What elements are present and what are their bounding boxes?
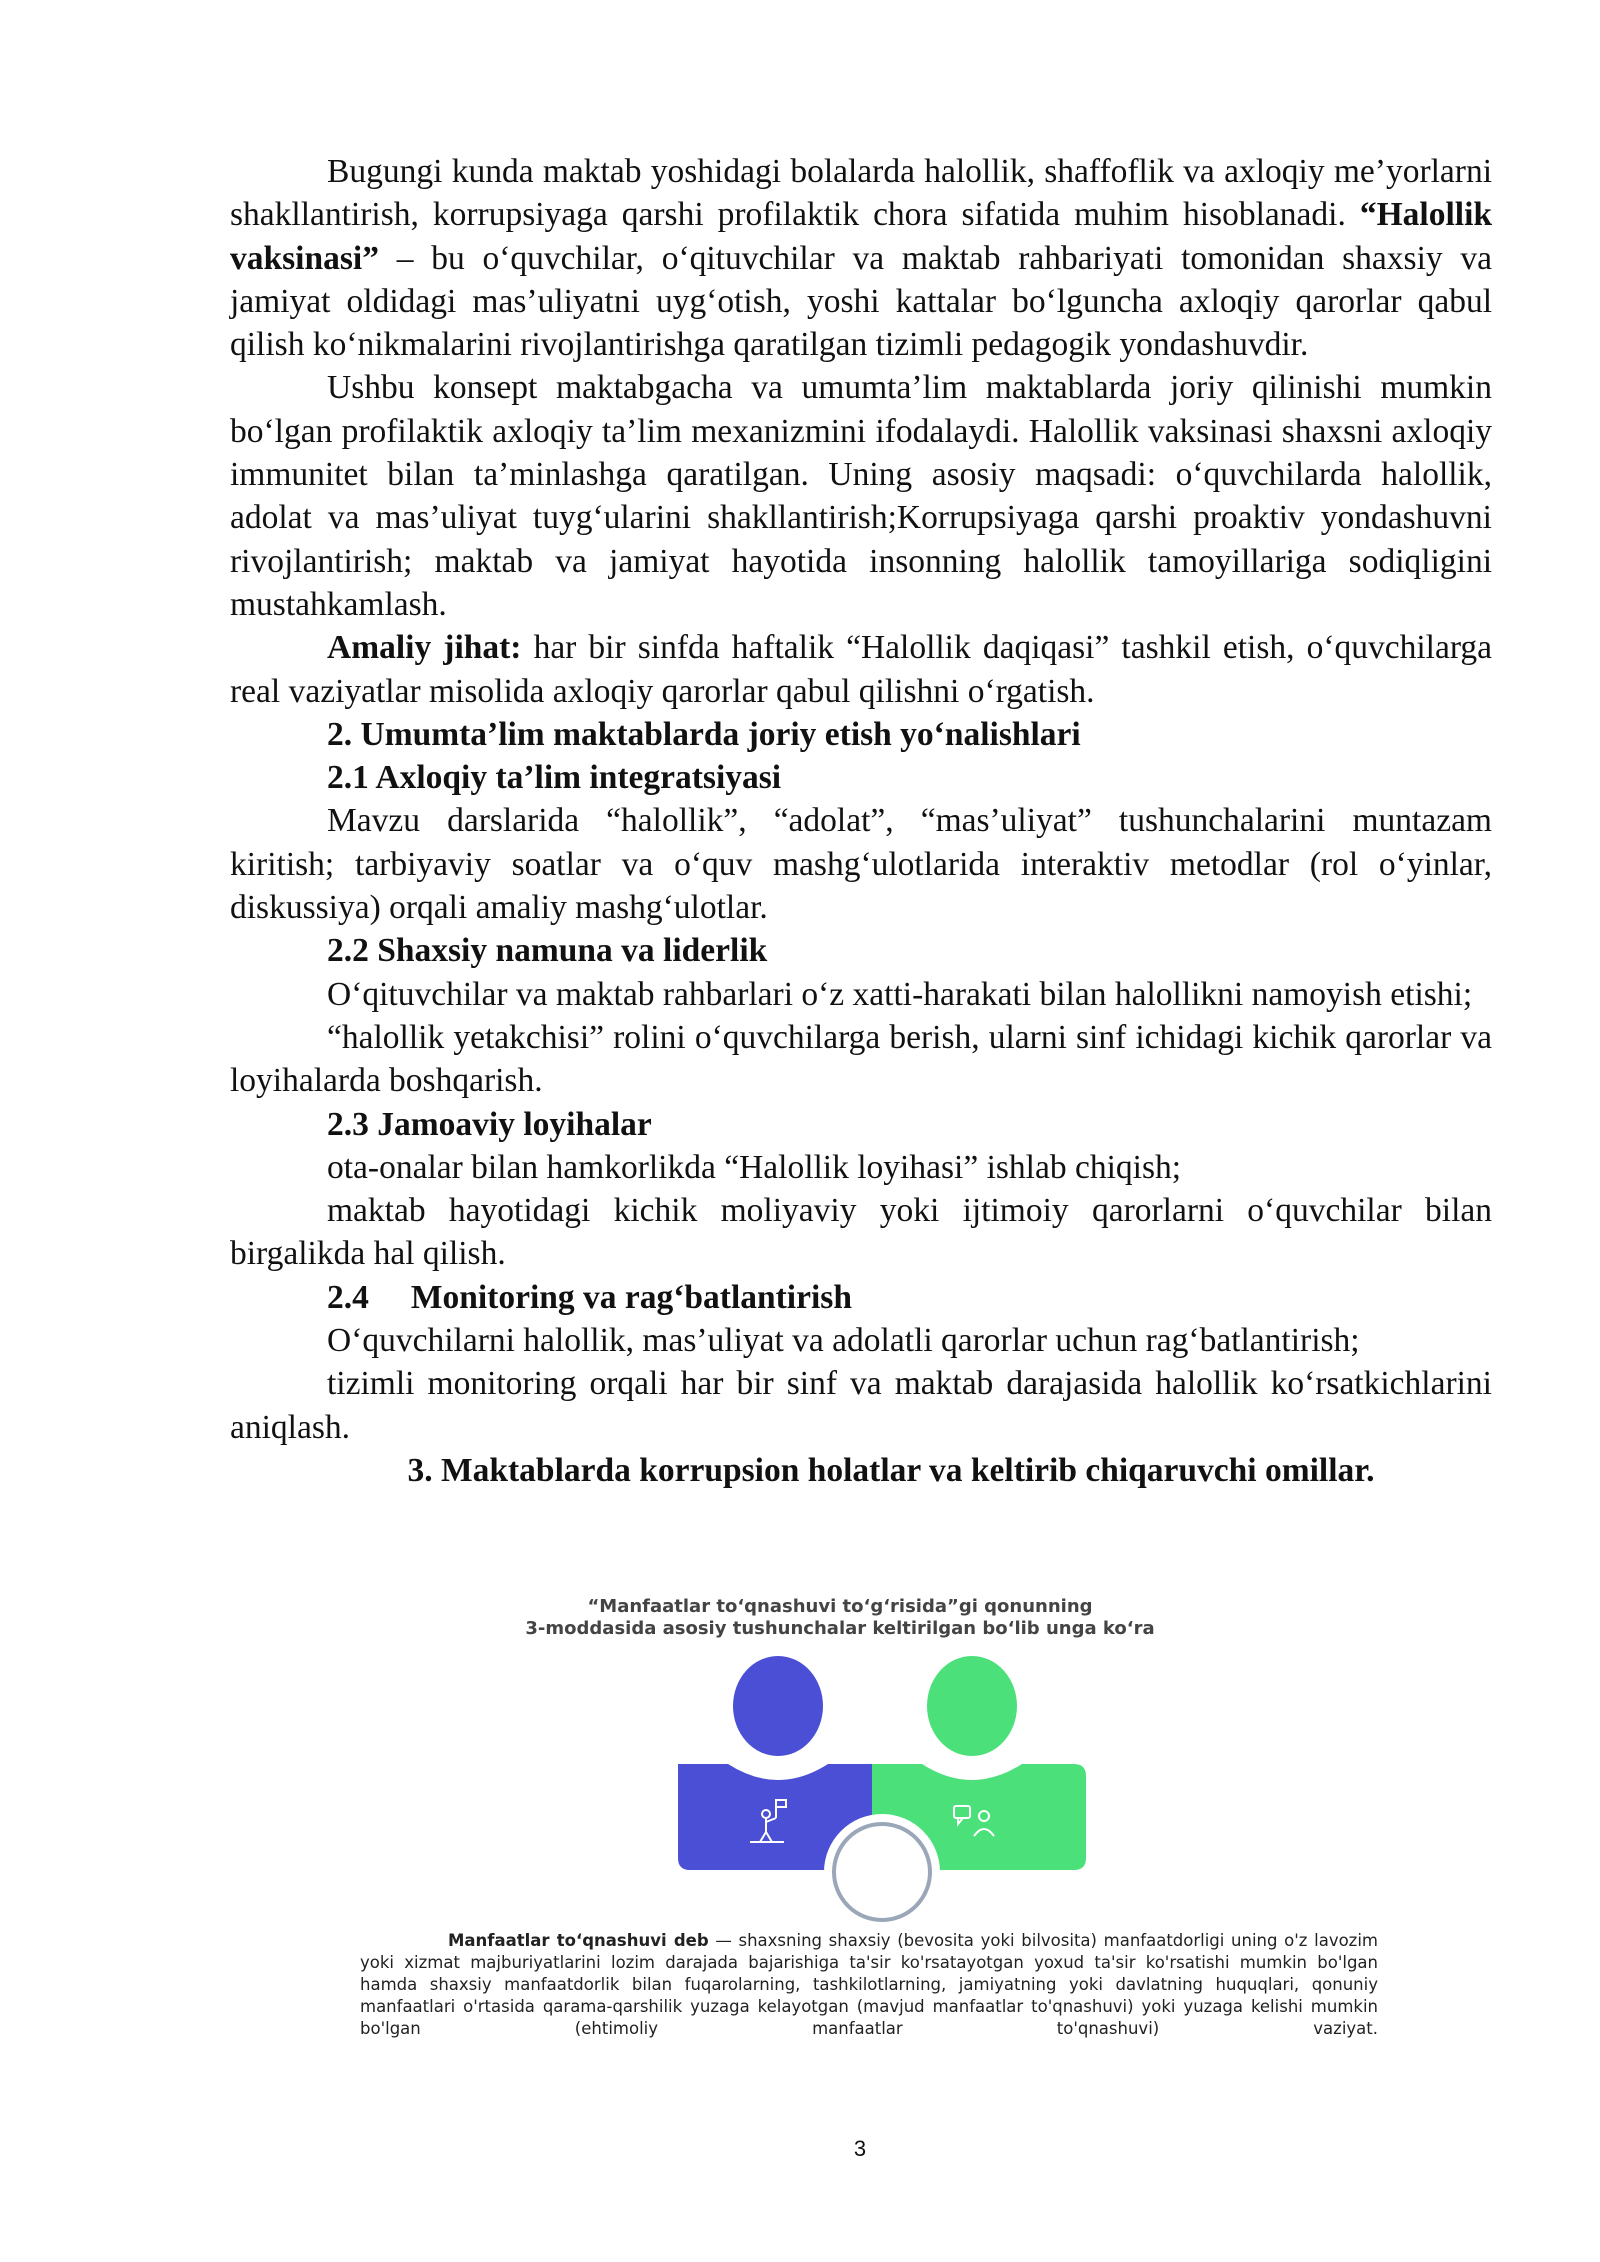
heading-section-2-2: 2.2 Shaxsiy namuna va liderlik (327, 932, 768, 970)
term-halollik-vaksinasi: “Halollik vaksinasi” (230, 196, 1493, 277)
page-number: 3 (853, 2136, 867, 2161)
heading-section-2: 2. Umumta’lim maktablarda joriy etish yo‘nalishlari (327, 715, 1081, 753)
paragraph-practical: Amaliy jihat: har bir sinfda haftalik “Halollik daqiqasi” tashkil etish, o‘quvchilarga real vaziyatlar misolida axloqiy qarorlar qabul qilishni o‘rgatish. (230, 629, 1493, 710)
heading-section-3: 3. Maktablarda korrupsion holatlar va keltirib chiqaruvchi omillar. (407, 1451, 1375, 1489)
body-text (230, 150, 1492, 1492)
paragraph-intro: Bugungi kunda maktab yoshidagi bolalarda halollik, shaffoflik va axloqiy me’yorlarni shakllantirish, korrupsiyaga qarshi profilaktik chora sifatida muhim hisoblanadi. “Halollik vaksinasi” – bu o‘quvchilar, o‘qituvchilar va maktab rahbariyati tomonidan shaxsiy va jamiyat oldidagi mas’uliyatni uyg‘otish, yoshi kattalar bo‘lguncha axloqiy qarorlar qabul qilish ko‘nikmalarini rivojlantirishga qaratilgan tizimli pedagogik yondashuvdir. (230, 153, 1493, 364)
infographic-definition (360, 1930, 1378, 2040)
paragraph-2-3-b: maktab hayotidagi kichik moliyaviy yoki ijtimoiy qarorlarni o‘quvchilar bilan birgalikda hal qilish. (230, 1192, 1492, 1273)
heading-section-2-3: 2.3 Jamoaviy loyihalar (327, 1105, 652, 1143)
conflict-of-interest-infographic (360, 1596, 1400, 2070)
paragraph-2-4-b: tizimli monitoring orqali har bir sinf va maktab darajasida halollik ko‘rsatkichlarini aniqlash. (230, 1365, 1492, 1446)
paragraph-2-2-b: “halollik yetakchisi” rolini o‘quvchilarga berish, ularni sinf ichidagi kichik qarorlar va loyihalarda boshqarish. (230, 1018, 1492, 1100)
paragraph-concept: Ushbu konsept maktabgacha va umumta’lim maktablarda joriy qilinishi mumkin bo‘lgan profilaktik axloqiy ta’lim mexanizmini ifodalaydi. Halollik vaksinasi shaxsni axloqiy immunitet bilan ta’minlashga qaratilgan. Uning asosiy maqsadi: o‘quvchilarda halollik, adolat va mas’uliyat tuyg‘ularini shakllantirish;Korrupsiyaga qarshi proaktiv yondashuvni rivojlantirish; maktab va jamiyat hayotida insonning halollik tamoyillariga sodiqligini mustahkamlash. (230, 369, 1492, 623)
paragraph-2-4-a: O‘quvchilarni halollik, mas’uliyat va adolatli qarorlar uchun rag‘batlantirish; (327, 1322, 1360, 1360)
label-amaliy-jihat: Amaliy jihat: (327, 629, 522, 667)
infographic-figures (360, 1596, 1400, 1926)
paragraph-2-2-a: O‘qituvchilar va maktab rahbarlari o‘z xatti-harakati bilan halollikni namoyish etishi; (327, 975, 1473, 1013)
infographic-caption: “Manfaatlar to‘qnashuvi to‘g‘risida”gi qonunning 3-moddasida asosiy tushunchalar keltirilgan bo‘lib unga ko‘ra (525, 1596, 1155, 1639)
heading-section-2-1: 2.1 Axloqiy ta’lim integratsiyasi (327, 759, 782, 797)
definition-term: Manfaatlar to‘qnashuvi deb (448, 1931, 709, 1950)
paragraph-2-3-a: ota-onalar bilan hamkorlikda “Halollik loyihasi” ishlab chiqish; (327, 1148, 1182, 1186)
heading-section-2-4: 2.4 Monitoring va rag‘batlantirish (327, 1278, 852, 1316)
center-circle (824, 1814, 940, 1926)
definition-text: — shaxsning shaxsiy (bevosita yoki bilvosita) manfaatdorligi uning o'z lavozim yoki xizmat majburiyatlarini lozim darajada bajarishiga ta'sir ko'rsatayotgan yoxud ta'sir ko'rsatishi mumkin bo'lgan hamda shaxsiy manfaatdorlik bilan fuqarolarning, tashkilotlarning, jamiyatning yoki davlatning huquqlari, qonuniy manfaatlari o'rtasida qarama-qarshilik yuzaga kelayotgan (mavjud manfaatlar to'qnashuvi) yoki yuzaga kelishi mumkin bo'lgan (ehtimoliy manfaatlar to'qnashuvi) vaziyat. (360, 1931, 1378, 2038)
paragraph-2-1: Mavzu darslarida “halollik”, “adolat”, “mas’uliyat” tushunchalarini muntazam kiritish; tarbiyaviy soatlar va o‘quv mashg‘ulotlarida interaktiv metodlar (rol o‘yinlar, diskussiya) orqali amaliy mashg‘ulotlar. (230, 802, 1492, 927)
